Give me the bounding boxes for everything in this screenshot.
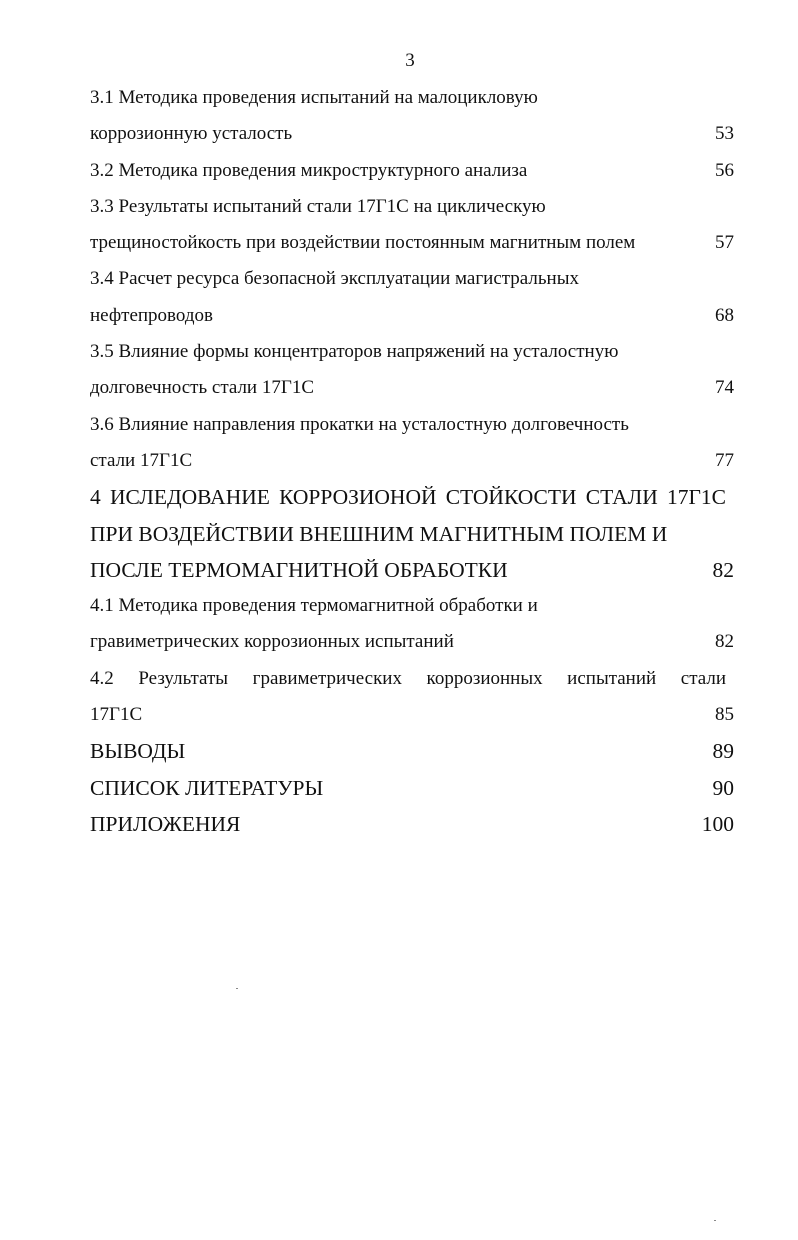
- toc-entry-text: 3.1 Методика проведения испытаний на малоцикловую: [90, 87, 538, 108]
- toc-chapter-line: [90, 770, 734, 806]
- toc-entry-text: 17Г1С: [90, 704, 143, 726]
- toc-entry-text: 3.4 Расчет ресурса безопасной эксплуатации магистральных: [90, 268, 579, 290]
- toc-entry-text: трещиностойкость при воздействии постоянным магнитным полем: [90, 232, 636, 254]
- toc-line: [90, 189, 734, 225]
- toc-entry-text: гравиметрических коррозионных испытаний: [90, 631, 454, 653]
- toc-line: [90, 697, 734, 733]
- scan-speck: [236, 988, 238, 989]
- toc-entry-text: ВЫВОДЫ: [90, 739, 186, 764]
- toc-entry-text: СПИСОК ЛИТЕРАТУРЫ: [90, 775, 324, 800]
- toc-entry-text: 3.2 Методика проведения микроструктурного анализа: [90, 159, 528, 181]
- toc-entry-text: ПРИЛОЖЕНИЯ: [90, 811, 241, 836]
- toc-line: [90, 298, 734, 334]
- toc-line: [90, 588, 734, 624]
- toc-entry-text: стали 17Г1С: [90, 449, 193, 471]
- toc-line: [90, 443, 734, 479]
- toc-entry-text: 4.1 Методика проведения термомагнитной обработки и: [90, 595, 538, 617]
- toc-chapter-line: [90, 552, 734, 588]
- toc-line: [90, 334, 734, 370]
- toc-line: [90, 624, 734, 660]
- toc-entry-page: 68: [715, 304, 734, 326]
- toc-chapter-line: [90, 516, 734, 552]
- toc-entry-text: ПОСЛЕ ТЕРМОМАГНИТНОЙ ОБРАБОТКИ: [90, 557, 508, 582]
- toc-entry-text: нефтепроводов: [90, 304, 213, 326]
- toc-line: [90, 225, 734, 261]
- toc-chapter-line: [90, 806, 734, 842]
- toc-line: [90, 153, 734, 189]
- toc-entry-text: 3.5 Влияние формы концентраторов напряжений на усталостную: [90, 341, 619, 363]
- toc-entry-page: 74: [715, 377, 734, 399]
- scan-speck: [714, 1220, 716, 1221]
- toc-entry-text: 4.2 Результаты гравиметрических коррозионных испытаний стали: [90, 667, 726, 689]
- toc-entry-page: 82: [715, 631, 734, 653]
- toc-entry-text: 3.6 Влияние направления прокатки на усталостную долговечность: [90, 413, 629, 435]
- toc-entry-text: 3.3 Результаты испытаний стали 17Г1С на циклическую: [90, 195, 546, 217]
- toc-chapter-line: [90, 479, 734, 515]
- page-number: 3: [405, 50, 415, 71]
- toc-entry-page: 53: [715, 123, 734, 145]
- toc-line: [90, 116, 734, 152]
- toc-entry-page: 89: [712, 739, 734, 764]
- toc-chapter-line: [90, 733, 734, 769]
- toc-entry-text: 4 ИСЛЕДОВАНИЕ КОРРОЗИОНОЙ СТОЙКОСТИ СТАЛИ 17Г1С: [90, 485, 726, 510]
- toc-entry-text: ПРИ ВОЗДЕЙСТВИИ ВНЕШНИМ МАГНИТНЫМ ПОЛЕМ И: [90, 521, 668, 546]
- toc-line: [90, 407, 734, 443]
- toc-line: [90, 261, 734, 297]
- toc-entry-page: 100: [701, 811, 734, 836]
- toc-entry-page: 90: [712, 775, 734, 800]
- toc-entry-page: 82: [712, 557, 734, 582]
- toc-entry-text: коррозионную усталость: [90, 123, 293, 145]
- toc-entry-page: 77: [715, 449, 734, 471]
- toc-entry-page: 57: [715, 232, 734, 254]
- toc-entry-text: долговечность стали 17Г1С: [90, 377, 315, 399]
- toc-entry-page: 85: [715, 704, 734, 726]
- toc-line: [90, 80, 734, 116]
- toc-entry-page: 56: [715, 159, 734, 181]
- table-of-contents: [90, 80, 734, 842]
- toc-line: [90, 370, 734, 406]
- toc-line: [90, 661, 734, 697]
